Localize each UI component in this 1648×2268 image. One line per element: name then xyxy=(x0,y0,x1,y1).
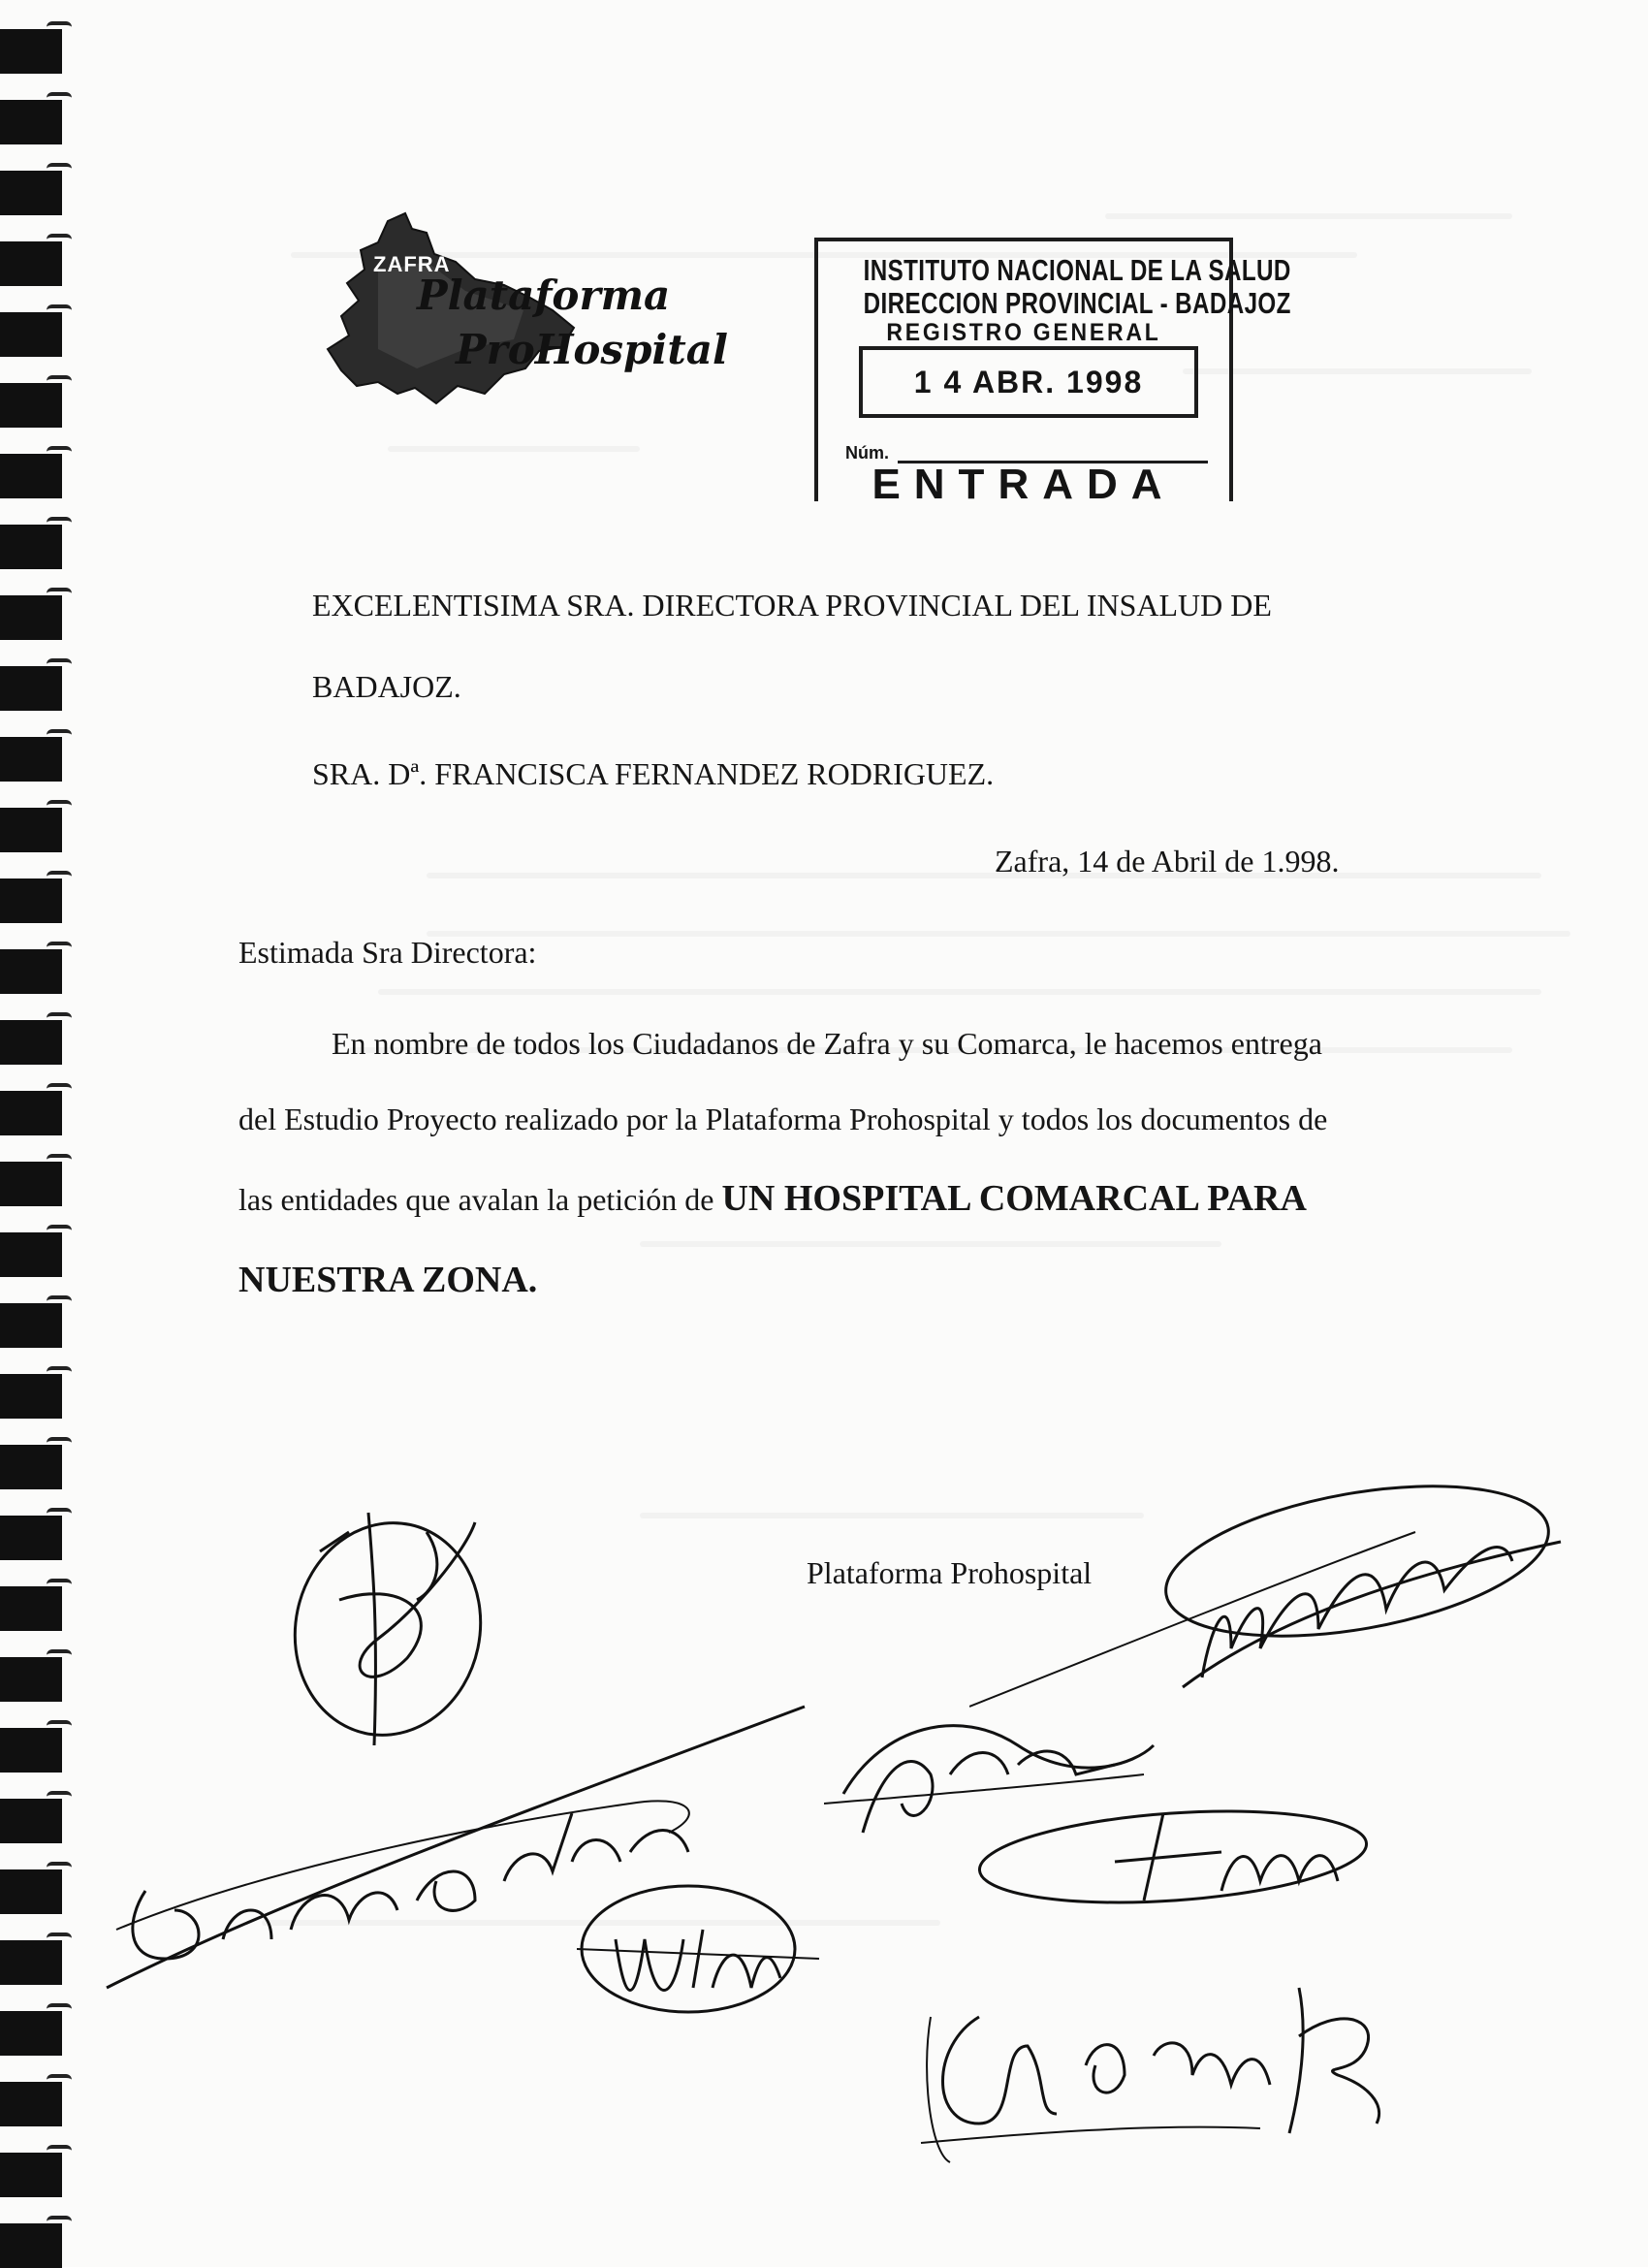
binding-wire xyxy=(47,2003,72,2017)
binding-hole xyxy=(0,1091,62,1135)
binding-hole xyxy=(0,171,62,215)
body-line-4-emphasis: NUESTRA ZONA. xyxy=(238,1260,538,1300)
logo-line2: ProHospital xyxy=(456,326,728,373)
binding-wire xyxy=(47,800,72,814)
binding-wire xyxy=(47,163,72,176)
binding-hole xyxy=(0,1374,62,1419)
binding-hole xyxy=(0,1516,62,1560)
binding-hole xyxy=(0,454,62,498)
binding-wire xyxy=(47,517,72,530)
binding-wire xyxy=(47,1862,72,1875)
binding-wire xyxy=(47,871,72,884)
binding-wire xyxy=(47,1083,72,1097)
stamp-number-label: Núm. xyxy=(845,443,889,463)
signature-7 xyxy=(911,1959,1396,2182)
body-line-3 xyxy=(238,1177,1307,1220)
body-line-2: del Estudio Proyecto realizado por la Plataforma Prohospital y todos los documentos de xyxy=(238,1102,1328,1136)
binding-hole xyxy=(0,1586,62,1631)
binding-wire xyxy=(47,304,72,318)
binding-wire xyxy=(47,2074,72,2088)
stamp-date: 1 4 ABR. 1998 xyxy=(859,346,1198,418)
registry-entry-stamp xyxy=(814,238,1291,508)
signature-4 xyxy=(969,1454,1570,1726)
binding-wire xyxy=(47,1649,72,1663)
binding-wire xyxy=(47,1933,72,1946)
stamp-registry: REGISTRO GENERAL xyxy=(886,319,1161,346)
binding-hole xyxy=(0,29,62,74)
binding-hole xyxy=(0,878,62,923)
binding-wire xyxy=(47,1508,72,1521)
body-line-3-emphasis: UN HOSPITAL COMARCAL PARA xyxy=(721,1178,1307,1219)
signature-5 xyxy=(969,1784,1425,1930)
binding-hole xyxy=(0,1728,62,1773)
binding-hole xyxy=(0,1232,62,1277)
binding-wire xyxy=(47,446,72,460)
binding-wire xyxy=(47,588,72,601)
binding-wire xyxy=(47,234,72,247)
signatory-label: Plataforma Prohospital xyxy=(807,1555,1093,1590)
binding-wire xyxy=(47,92,72,106)
binding-wire xyxy=(47,2145,72,2158)
binding-hole xyxy=(0,1162,62,1206)
binding-hole xyxy=(0,595,62,640)
signature-6 xyxy=(577,1881,829,2027)
body-line-1: En nombre de todos los Ciudadanos de Zafra y su Comarca, le hacemos entrega xyxy=(332,1026,1322,1061)
binding-wire xyxy=(47,2216,72,2229)
binding-hole xyxy=(0,1869,62,1914)
binding-wire xyxy=(47,375,72,389)
binding-wire xyxy=(47,1579,72,1592)
binding-wire xyxy=(47,1791,72,1805)
binding-hole xyxy=(0,2082,62,2126)
body-line-3-prefix: las entidades que avalan la petición de xyxy=(238,1182,714,1217)
binding-hole xyxy=(0,383,62,428)
binding-wire xyxy=(47,1295,72,1309)
binding-hole xyxy=(0,1657,62,1702)
place-and-date: Zafra, 14 de Abril de 1.998. xyxy=(995,844,1340,878)
binding-hole xyxy=(0,312,62,357)
recipient-name: SRA. Dª. FRANCISCA FERNANDEZ RODRIGUEZ. xyxy=(312,756,995,791)
recipient-line-1: EXCELENTISIMA SRA. DIRECTORA PROVINCIAL DEL INSALUD DE xyxy=(312,588,1272,623)
binding-hole xyxy=(0,100,62,144)
binding-wire xyxy=(47,21,72,35)
binding-wire xyxy=(47,1012,72,1026)
binding-hole xyxy=(0,2153,62,2197)
binding-hole xyxy=(0,1799,62,1843)
binding-hole xyxy=(0,949,62,994)
stamp-direction: DIRECCION PROVINCIAL - BADAJOZ xyxy=(863,286,1291,320)
logo-place-text: ZAFRA xyxy=(373,252,451,276)
binding-hole xyxy=(0,2011,62,2056)
stamp-entrada: ENTRADA xyxy=(872,461,1176,508)
salutation: Estimada Sra Directora: xyxy=(238,935,537,970)
logo-line1: Plataforma xyxy=(417,272,671,319)
binding-wire xyxy=(47,1437,72,1451)
stamp-institution: INSTITUTO NACIONAL DE LA SALUD xyxy=(863,253,1291,287)
binding-wire xyxy=(47,1366,72,1380)
binding-hole xyxy=(0,808,62,852)
binding-hole xyxy=(0,525,62,569)
binding-hole xyxy=(0,1940,62,1985)
binding-hole xyxy=(0,737,62,782)
binding-hole xyxy=(0,2223,62,2268)
binding-wire xyxy=(47,1154,72,1167)
binding-wire xyxy=(47,942,72,955)
recipient-line-2: BADAJOZ. xyxy=(312,669,461,704)
binding-wire xyxy=(47,1720,72,1734)
binding-wire xyxy=(47,1225,72,1238)
binding-hole xyxy=(0,241,62,286)
binding-hole xyxy=(0,1303,62,1348)
binding-hole xyxy=(0,666,62,711)
binding-wire xyxy=(47,658,72,672)
plataforma-prohospital-logo xyxy=(320,204,728,417)
binding-wire xyxy=(47,729,72,743)
binding-hole xyxy=(0,1020,62,1065)
binding-hole xyxy=(0,1445,62,1489)
spiral-binding xyxy=(0,0,76,2267)
